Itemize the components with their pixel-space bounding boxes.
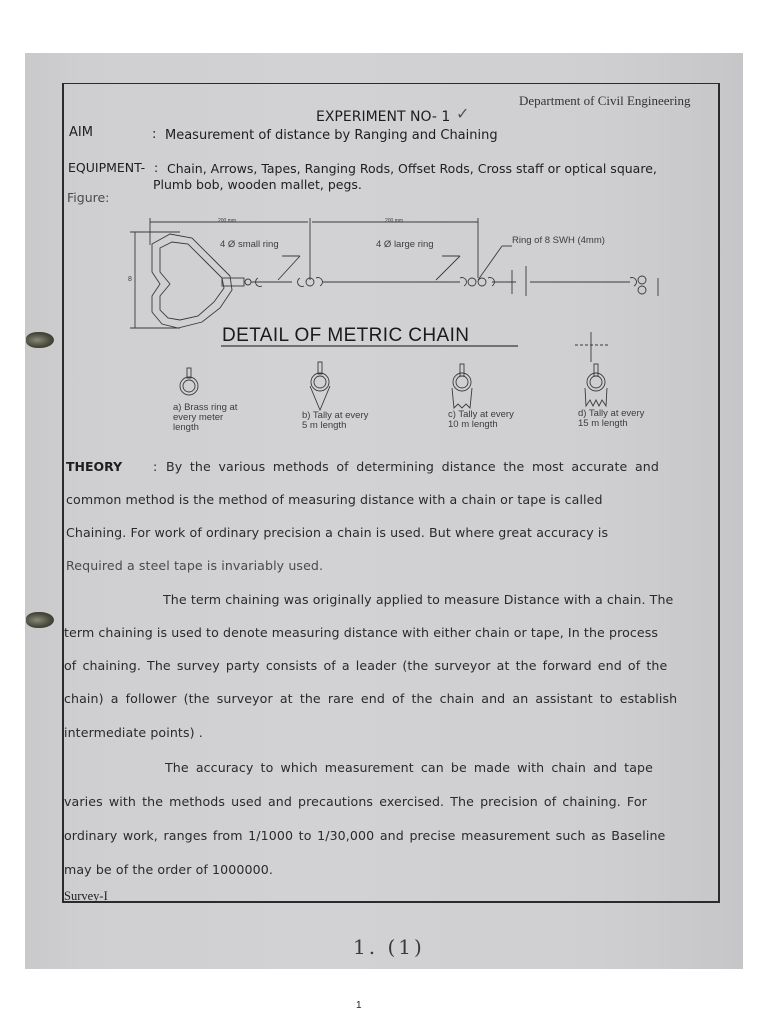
figure-title: DETAIL OF METRIC CHAIN [222, 325, 470, 346]
equipment-label: EQUIPMENT- [68, 160, 146, 175]
page-number: 1 [356, 1000, 362, 1011]
dimension-label-right: 200 mm [385, 218, 404, 224]
equipment-line-1: Chain, Arrows, Tapes, Ranging Rods, Offset Rods, Cross staff or optical square, [167, 161, 657, 176]
detail-c-caption: c) Tally at every 10 m length [448, 409, 514, 430]
callout-large-ring: 4 Ø large ring [376, 239, 434, 250]
aim-separator: : [152, 127, 157, 142]
detail-a-caption: a) Brass ring at every meter length [173, 402, 238, 433]
experiment-title: EXPERIMENT NO- 1 [316, 109, 451, 125]
theory-label: THEORY [66, 459, 123, 474]
department-name: Department of Civil Engineering [519, 93, 691, 108]
binder-hole-icon [26, 332, 54, 348]
equipment-separator: : [154, 160, 159, 175]
theory-line-6: term chaining is used to denote measuring distance with either chain or tape, In the process [64, 625, 659, 640]
theory-line-13: may be of the order of 1000000. [64, 862, 273, 877]
theory-line-9: intermediate points) . [64, 725, 203, 740]
theory-line-4: Required a steel tape is invariably used. [66, 558, 324, 573]
checkmark-icon: ✓ [456, 104, 470, 123]
detail-b-caption: b) Tally at every 5 m length [302, 410, 369, 431]
theory-line-2: common method is the method of measuring distance with a chain or tape is called [66, 492, 603, 507]
footer-course-label: Survey-I [64, 889, 108, 903]
theory-line-12: ordinary work, ranges from 1/1000 to 1/30,000 and precise measurement such as Baseline [64, 828, 666, 843]
dimension-label-left: 200 mm [218, 218, 237, 224]
aim-label: AIM [69, 125, 93, 140]
aim-text: Measurement of distance by Ranging and Chaining [165, 128, 498, 143]
binder-hole-icon [26, 612, 54, 628]
equipment-line-2: Plumb bob, wooden mallet, pegs. [153, 177, 362, 192]
theory-line-7: of chaining. The survey party consists of a leader (the surveyor at the forward end of the [64, 658, 668, 673]
theory-separator: : [153, 459, 158, 474]
theory-line-5: The term chaining was originally applied to measure Distance with a chain. The [163, 592, 674, 607]
dimension-label-height: 8 [128, 276, 132, 283]
detail-d-caption: d) Tally at every 15 m length [578, 408, 645, 429]
theory-line-3: Chaining. For work of ordinary precision a chain is used. But where great accuracy is [66, 525, 609, 540]
handwritten-page-number: 1. (1) [353, 935, 425, 959]
callout-ring-8swh: Ring of 8 SWH (4mm) [512, 235, 605, 246]
theory-line-8: chain) a follower (the surveyor at the rare end of the chain and an assistant to establish [64, 691, 678, 706]
figure-label: Figure: [67, 190, 110, 205]
theory-line-10: The accuracy to which measurement can be made with chain and tape [165, 760, 653, 775]
theory-line-1: By the various methods of determining distance the most accurate and [166, 459, 659, 474]
theory-line-11: varies with the methods used and precautions exercised. The precision of chaining. For [64, 794, 647, 809]
callout-small-ring: 4 Ø small ring [220, 239, 279, 250]
